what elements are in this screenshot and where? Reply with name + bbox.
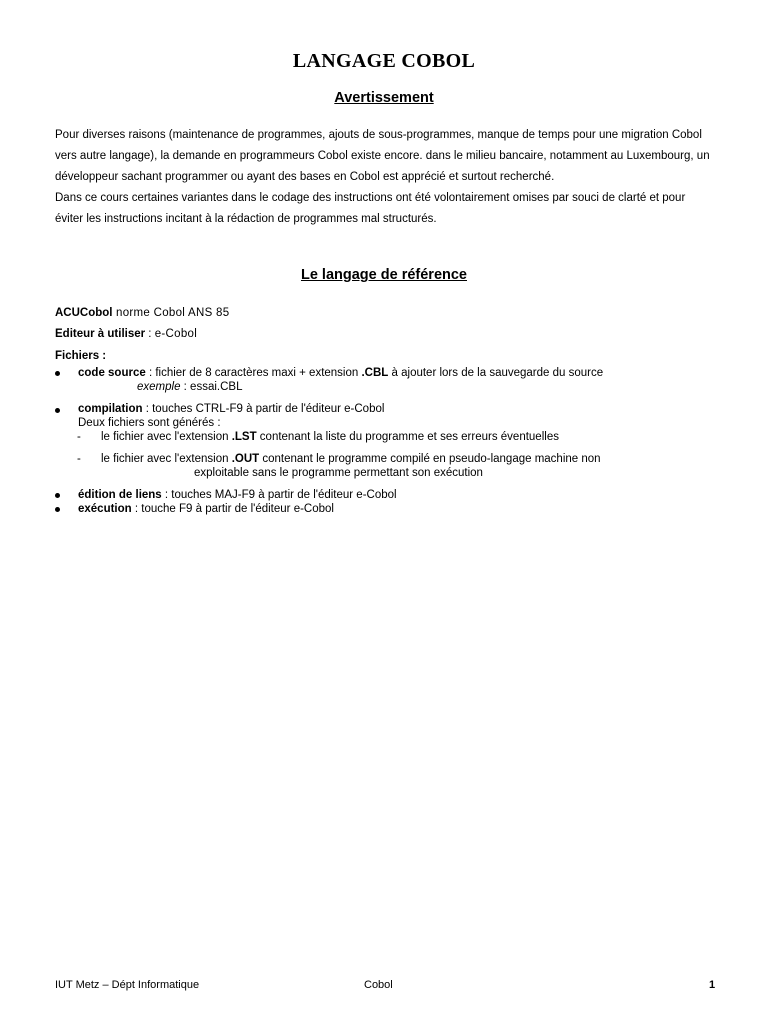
lst-extension: .LST <box>231 431 257 443</box>
bullet-icon <box>55 371 60 376</box>
link-edit-item: édition de liens : touches MAJ-F9 à partir de l'éditeur e-Cobol <box>78 489 397 501</box>
source-item: code source : fichier de 8 caractères maxi + extension .CBL à ajouter lors de la sauvegarde du source <box>78 367 604 379</box>
footer-department: IUT Metz – Dépt Informatique <box>55 979 200 991</box>
page-title: LANGAGE COBOL <box>292 50 476 72</box>
acucobol-label: ACUCobol <box>55 307 113 319</box>
lst-file-item: le fichier avec l'extension .LST contenant la liste du programme et ses erreurs éventuelles <box>101 431 559 443</box>
generated-files-line: Deux fichiers sont générés : <box>78 417 221 429</box>
example-value: : essai.CBL <box>180 381 243 393</box>
editor-separator: : <box>145 328 155 340</box>
editor-label: Editeur à utiliser <box>55 328 146 340</box>
compile-label: compilation <box>78 403 143 415</box>
execution-item: exécution : touche F9 à partir de l'éditeur e-Cobol <box>78 503 334 515</box>
warning-paragraph-2: Dans ce cours certaines variantes dans le codage des instructions ont été volontairement omises par souci de clarté et pour éviter les instructions incitant à la rédaction de programmes mal structurés. <box>55 192 686 225</box>
bullet-icon <box>55 408 60 413</box>
acucobol-value: norme Cobol ANS 85 <box>112 307 230 319</box>
out-file-continuation: exploitable sans le programme permettant son exécution <box>194 467 483 479</box>
footer-course: Cobol <box>364 979 393 991</box>
warning-paragraph-1: Pour diverses raisons (maintenance de programmes, ajouts de sous-programmes, manque de temps pour une migration Cobol vers autre langage), la demande en programmeurs Cobol existe encore. dans le milieu bancaire, notamment au Luxembourg, un développeur sachant programmer ou ayant des bases en Cobol est apprécié et surtout recherché. <box>55 129 710 183</box>
dash-marker: - <box>77 431 81 443</box>
bullet-icon <box>55 507 60 512</box>
editor-line <box>55 328 197 340</box>
editor-value: e-Cobol <box>154 328 198 340</box>
example-line <box>137 381 242 393</box>
files-label: Fichiers : <box>55 350 107 362</box>
link-edit-label: édition de liens <box>78 489 162 501</box>
warning-heading: Avertissement <box>334 90 434 106</box>
acucobol-line <box>55 307 229 319</box>
execution-label: exécution <box>78 503 132 515</box>
warning-text <box>55 125 715 230</box>
out-file-item: le fichier avec l'extension .OUT contenant le programme compilé en pseudo-langage machine non <box>101 453 601 465</box>
bullet-icon <box>55 493 60 498</box>
example-label: exemple <box>137 381 181 393</box>
compile-item: compilation : touches CTRL-F9 à partir de l'éditeur e-Cobol <box>78 403 385 415</box>
reference-heading: Le langage de référence <box>300 267 467 283</box>
dash-marker: - <box>77 453 81 465</box>
source-label: code source <box>78 367 146 379</box>
cbl-extension: .CBL <box>361 367 389 379</box>
page-number: 1 <box>709 979 716 991</box>
out-extension: .OUT <box>231 453 260 465</box>
